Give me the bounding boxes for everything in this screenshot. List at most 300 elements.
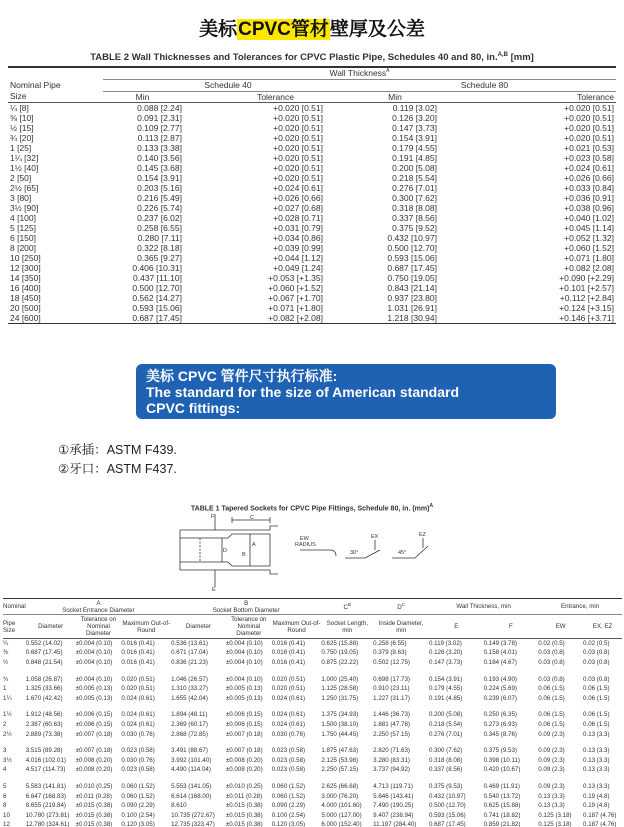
table-cell: 0.432 (10.97) <box>428 792 466 800</box>
table-row <box>3 782 622 792</box>
table-cell: 0.502 (12.75) <box>373 658 410 666</box>
table-cell: ±0.005 (0.13) <box>75 685 113 693</box>
table-cell: +0.020 [0.51] <box>273 172 323 183</box>
table-cell: +0.020 [0.51] <box>273 102 323 113</box>
table-row <box>3 810 622 820</box>
table-cell: 0.158 (4.01) <box>483 649 517 657</box>
banner-line-2: The standard for the size of American standard <box>146 384 459 400</box>
row-gap-cell <box>3 739 622 746</box>
table-cell: 1¼ [32] <box>10 152 39 163</box>
table-cell: 3.515 (89.28) <box>25 747 63 755</box>
table-cell: 20 [500] <box>10 303 41 314</box>
table-cell: 0.191 (4.85) <box>428 694 463 702</box>
table-cell: 0.023 (0.58) <box>121 747 155 755</box>
table-cell: 0.13 (3.3) <box>583 782 610 790</box>
table-cell: 0.09 (2.3) <box>538 782 565 790</box>
page-title <box>0 14 624 41</box>
table-row <box>8 233 616 243</box>
table-cell: 2.868 (72.85) <box>171 730 208 738</box>
table-cell: 10.735 (272.67) <box>171 811 215 819</box>
a-diameter-header: Diameter <box>26 615 76 639</box>
table-row <box>8 303 616 313</box>
table-cell: 0.119 (3.02) <box>428 640 462 648</box>
size-header: Size <box>8 91 103 102</box>
table-row <box>3 674 622 684</box>
table-cell: 0.100 (2.54) <box>271 811 306 819</box>
table-cell: +0.053 [+1.35] <box>268 273 323 284</box>
table-cell: 0.03 (0.8) <box>538 675 565 683</box>
socket-inner-bottom <box>200 562 270 566</box>
table-cell: +0.060 [+1.52] <box>268 283 323 294</box>
table-cell: 0.016 (0.41) <box>271 649 306 657</box>
table-cell: 6 <box>3 792 7 800</box>
table-cell: 0.500 [12.70] <box>132 283 182 294</box>
table-row <box>3 658 622 668</box>
table-cell: 2.250 (57.15) <box>321 766 359 774</box>
table-cell: 1.750 (44.45) <box>321 730 359 738</box>
table-cell: 1.446 (36.73) <box>373 711 410 719</box>
table-row <box>3 693 622 703</box>
table-row <box>8 113 616 123</box>
table-cell: 0.06 (1.5) <box>538 694 565 702</box>
table-cell: 1.500 (38.10) <box>321 720 359 728</box>
table-cell: +0.052 [1.32] <box>564 233 614 244</box>
table-cell: 0.276 (7.01) <box>428 730 463 738</box>
table-cell: 0.398 (10.11) <box>483 756 520 764</box>
tolerance-80-header: Tolerance <box>483 91 616 102</box>
label-radius: RADIUS <box>295 542 316 548</box>
table-cell: ⅜ [10] <box>10 112 34 123</box>
table-cell: 0.06 (1.5) <box>538 685 565 693</box>
table-cell: +0.082 [+2.08] <box>228 313 353 324</box>
table-row <box>3 765 622 775</box>
table-row <box>3 648 622 658</box>
b-oor-header: Maximum Out-of-Round <box>272 615 322 639</box>
table-cell: 0.687 (17.45) <box>429 820 484 827</box>
min-80-header: Min <box>353 91 483 102</box>
table-cell: 0.016 (0.41) <box>121 640 155 648</box>
table-cell: ±0.010 (0.25) <box>225 782 263 790</box>
table-cell: 7.490 (190.25) <box>373 802 414 810</box>
table-cell: 0.016 (0.41) <box>271 640 306 648</box>
table-cell: 16 [400] <box>10 283 41 294</box>
table-cell: ±0.008 (0.20) <box>225 756 263 764</box>
table-row <box>8 263 616 273</box>
table-cell: 1.250 (31.75) <box>321 694 359 702</box>
table-cell: 0.13 (3.3) <box>583 766 610 774</box>
table-cell: +0.026 [0.66] <box>273 192 323 203</box>
table-cell: 0.020 (0.51) <box>121 675 155 683</box>
table-row <box>8 313 616 324</box>
table-cell: 3½ <box>3 756 12 764</box>
table-cell: 0.741 (18.82) <box>483 811 521 819</box>
table-cell: 0.848 (21.54) <box>25 658 63 666</box>
table-cell: 0.03 (0.8) <box>538 658 565 666</box>
tolerance-40-header: Tolerance <box>228 91 353 102</box>
table-cell: ±0.015 (0.38) <box>75 811 113 819</box>
label-ex: EX <box>371 534 379 540</box>
table-cell: 9.407 (238.94) <box>373 811 414 819</box>
table-cell: 0.060 (1.52) <box>121 782 155 790</box>
table-cell: 2.387 (60.63) <box>25 720 63 728</box>
table-cell: 0.375 (9.53) <box>483 747 517 755</box>
table-cell: 0.910 (23.11) <box>373 685 410 693</box>
table-cell: 3 [80] <box>10 192 32 203</box>
table-row <box>3 820 622 827</box>
table-cell: 5 [125] <box>10 223 36 234</box>
table-cell: 0.536 (13.61) <box>171 640 208 648</box>
table-cell: 0.06 (1.5) <box>583 720 610 728</box>
table-cell: +0.034 [0.86] <box>273 233 323 244</box>
table-cell: ¼ <box>3 640 9 648</box>
table-cell: 0.593 (15.06) <box>428 811 466 819</box>
title-highlight: CPVC管材 <box>238 19 329 40</box>
pipe-size-header: Pipe Size <box>3 615 26 639</box>
standard-threaded: ②牙口：ASTM F437. <box>58 462 177 476</box>
table-cell: +0.082 [2.08] <box>564 263 614 274</box>
table-cell: 0.126 (3.20) <box>428 649 463 657</box>
table-cell: +0.038 [0.96] <box>564 202 614 213</box>
table-cell: 14 [350] <box>10 273 41 284</box>
table-row <box>3 710 622 720</box>
table-cell: ±0.004 (0.10) <box>225 640 263 648</box>
table-cell: ±0.005 (0.13) <box>225 694 263 702</box>
table2-caption-unit: [mm] <box>507 52 534 64</box>
ew-header: EW <box>538 615 583 639</box>
table-row <box>8 153 616 163</box>
table-cell: 1.655 (42.04) <box>171 694 208 702</box>
table-cell: 0.147 [3.73] <box>392 122 437 133</box>
table-cell: 3.000 (76.20) <box>321 792 359 800</box>
label-a: A <box>252 542 256 548</box>
table-cell: 0.09 (2.3) <box>538 756 565 764</box>
table-cell: 0.276 [7.01] <box>392 182 437 193</box>
table-row <box>8 123 616 133</box>
table-cell: ¼ [8] <box>10 102 29 113</box>
table-cell: 0.030 (0.76) <box>271 730 306 738</box>
table-cell: 0.500 (12.70) <box>428 802 466 810</box>
table-cell: ±0.011 (0.28) <box>75 792 112 800</box>
table-cell: ¾ <box>3 675 9 683</box>
table-cell: +0.049 [1.24] <box>273 263 323 274</box>
table1-caption-text: TABLE 1 Tapered Sockets for CPVC Pipe Fittings, Schedule 80, in. (mm) <box>190 505 430 513</box>
title-prefix: 美标 <box>199 19 238 40</box>
table-cell: +0.044 [1.12] <box>273 253 323 264</box>
table-cell: +0.024 [0.61] <box>564 162 614 173</box>
table-cell: 0.406 [10.31] <box>132 263 182 274</box>
inside-diameter-header: Inside Diameter, min <box>373 615 429 639</box>
label-e: E <box>212 587 216 592</box>
table-cell: +0.040 [1.02] <box>564 212 614 223</box>
table-cell: 0.318 (8.08) <box>428 756 463 764</box>
table-cell: 0.147 (3.73) <box>428 658 463 666</box>
table-cell: +0.020 [0.51] <box>273 112 323 123</box>
label-f: F <box>211 514 215 520</box>
table-cell: 0.03 (0.8) <box>583 649 610 657</box>
table-cell: 0.02 (0.5) <box>583 640 610 648</box>
table-cell: ±0.004 (0.10) <box>75 649 113 657</box>
table-cell: ±0.007 (0.18) <box>225 747 263 755</box>
min-40-header: Min <box>103 91 228 102</box>
table-cell: 8 [200] <box>10 243 36 254</box>
ew-radius-detail <box>300 550 336 556</box>
table-cell: 1.894 (48.11) <box>171 711 208 719</box>
table-cell: 0.016 (0.41) <box>271 658 306 666</box>
table-cell: 2.125 (53.98) <box>321 756 359 764</box>
banner-line-1: 美标 CPVC 管件尺寸执行标准: <box>146 368 338 384</box>
row-gap-cell <box>3 775 622 782</box>
table-cell: 1 <box>3 685 7 693</box>
table-cell: 0.179 (4.55) <box>428 685 463 693</box>
d-header: $D^C$ <box>373 599 429 615</box>
table-cell: +0.020 [0.51] <box>564 132 614 143</box>
table-cell: ±0.015 (0.38) <box>225 802 263 810</box>
table-cell: 0.625 (15.88) <box>321 640 359 648</box>
table-cell: 0.100 (2.54) <box>121 811 155 819</box>
table-cell: 0.258 [6.55] <box>137 223 182 234</box>
table-cell: 2½ <box>3 730 12 738</box>
table-cell: 6 [150] <box>10 233 36 244</box>
table-cell: 0.020 (0.51) <box>121 685 155 693</box>
table-cell: 0.469 (11.91) <box>483 782 520 790</box>
table-cell: 18 [450] <box>10 293 41 304</box>
table-cell: 0.258 (6.55) <box>373 640 407 648</box>
table-cell: 5.553 (141.05) <box>171 782 212 790</box>
table-cell: 1.875 (47.63) <box>321 747 359 755</box>
table-cell: 0.280 [7.11] <box>137 233 182 244</box>
table-cell: 0.19 (4.8) <box>583 802 610 810</box>
table-cell: 0.187 (4.76) <box>583 811 617 819</box>
table-cell: 24 [600] <box>8 313 103 324</box>
table-cell: ±0.008 (0.20) <box>75 756 113 764</box>
table-cell: ±0.004 (0.10) <box>75 640 113 648</box>
table-cell: 0.671 (17.04) <box>171 649 208 657</box>
table-cell: 0.750 (19.05) <box>321 649 359 657</box>
table-cell: 0.345 (8.76) <box>483 730 517 738</box>
table-cell: 3.737 (94.92) <box>373 766 410 774</box>
table-cell: 1¼ <box>3 694 12 702</box>
table-cell: 0.337 (8.56) <box>428 766 463 774</box>
label-ew: EW <box>300 536 309 542</box>
table-cell: 0.03 (0.8) <box>583 675 610 683</box>
table-cell: 0.500 [12.70] <box>387 243 437 254</box>
table2-caption-text: TABLE 2 Wall Thicknesses and Tolerances for CPVC Plastic Pipe, Schedules 40 and 80, in. <box>90 52 498 64</box>
table-row <box>3 684 622 694</box>
table-row <box>8 143 616 153</box>
table-cell: 4.000 (101.60) <box>321 802 362 810</box>
table-cell: 0.13 (3.3) <box>583 756 610 764</box>
table-cell: 4.713 (119.71) <box>373 782 413 790</box>
table-cell: ±0.015 (0.38) <box>75 802 113 810</box>
table-row <box>8 163 616 173</box>
table-cell: 0.203 [5.16] <box>137 182 182 193</box>
table-cell: 10.780 (273.81) <box>25 811 70 819</box>
table-cell: 0.300 (7.62) <box>428 747 463 755</box>
table-cell: 0.237 [6.02] <box>137 212 182 223</box>
table-cell: +0.036 [0.91] <box>564 192 614 203</box>
table-row <box>8 183 616 193</box>
table-cell: +0.071 [1.80] <box>564 253 614 264</box>
table-cell: 0.016 (0.41) <box>121 658 155 666</box>
table-cell: 0.432 [10.97] <box>387 233 437 244</box>
table-cell: 0.698 (17.73) <box>373 675 410 683</box>
table-row <box>8 243 616 253</box>
table-cell: 12.780 (324.61) <box>26 820 76 827</box>
table-cell: ±0.004 (0.10) <box>75 658 113 666</box>
table-cell: +0.020 [0.51] <box>273 122 323 133</box>
table-cell: 0.420 (10.67) <box>483 766 521 774</box>
row-gap-cell <box>3 703 622 710</box>
socket-diagram <box>170 512 470 592</box>
table-cell: 1½ [40] <box>10 162 39 173</box>
table-row <box>3 746 622 756</box>
table-row <box>8 203 616 213</box>
table-cell: ¾ [20] <box>10 132 34 143</box>
table-cell: +0.020 [0.51] <box>273 152 323 163</box>
table-cell: 0.379 (9.63) <box>373 649 407 657</box>
socket-length-header: Socket Length, min <box>321 615 373 639</box>
table-cell: 0.540 (13.72) <box>483 792 521 800</box>
fitting-outline-top <box>180 526 278 530</box>
table-cell: 0.024 (0.61) <box>121 694 155 702</box>
table-cell: 10 <box>3 811 10 819</box>
table-cell: 0.322 [8.18] <box>137 243 182 254</box>
table-cell: 0.016 (0.41) <box>121 649 155 657</box>
label-ez: EZ <box>419 532 427 538</box>
table-cell: 0.120 (3.05) <box>272 820 322 827</box>
row-gap <box>3 667 622 674</box>
table-cell: 0.024 (0.61) <box>121 720 155 728</box>
table-cell: ±0.008 (0.20) <box>75 766 113 774</box>
table-cell: ½ [15] <box>10 122 34 133</box>
table-cell: ±0.006 (0.15) <box>225 720 263 728</box>
wall-thickness-header: Wall Thickness$^A$ <box>103 67 616 79</box>
table-cell: 0.03 (0.8) <box>538 649 565 657</box>
a-oor-header: Maximum Out-of-Round <box>121 615 171 639</box>
table-cell: 0.023 (0.58) <box>271 756 306 764</box>
table-cell: ±0.010 (0.25) <box>75 782 113 790</box>
e-header: E <box>429 615 484 639</box>
nominal-header: Nominal <box>3 599 26 615</box>
table-cell: +0.020 [0.51] <box>273 142 323 153</box>
table-cell: 0.030 (0.76) <box>121 756 155 764</box>
table-cell: 1½ <box>3 711 12 719</box>
table-cell: 1.375 (34.93) <box>321 711 359 719</box>
table-cell: 0.06 (1.5) <box>538 711 565 719</box>
table-cell: ±0.006 (0.15) <box>225 711 263 719</box>
table-cell: 0.125 (3.18) <box>538 811 572 819</box>
table-cell: 0.552 (14.02) <box>25 640 63 648</box>
table-cell: ±0.007 (0.18) <box>75 747 113 755</box>
table-cell: 0.020 (0.51) <box>271 675 306 683</box>
table-cell: 5.000 (127.00) <box>321 811 362 819</box>
table-cell: 0.024 (0.61) <box>271 720 306 728</box>
table-cell: ±0.008 (0.20) <box>225 766 263 774</box>
table-cell: 1.325 (33.66) <box>25 685 63 693</box>
table-cell: 0.239 (6.07) <box>483 694 517 702</box>
table-cell: 0.06 (1.5) <box>583 694 610 702</box>
table-cell: 0.859 (21.82) <box>484 820 539 827</box>
table-cell: +0.027 [0.68] <box>273 202 323 213</box>
table-cell: 0.024 (0.61) <box>271 694 306 702</box>
table-cell: ½ <box>3 658 9 666</box>
table-cell: 0.09 (2.3) <box>538 730 565 738</box>
table-cell: 3.491 (88.67) <box>171 747 208 755</box>
table-cell: 4.517 (114.73) <box>25 766 66 774</box>
tapered-sockets-rows <box>3 639 622 827</box>
table-cell: ±0.005 (0.13) <box>225 685 263 693</box>
table-cell: ±0.007 (0.18) <box>225 730 263 738</box>
table-cell: 10 [250] <box>10 253 41 264</box>
table-cell: 0.126 [3.20] <box>392 112 437 123</box>
table-cell: 2 [50] <box>10 172 32 183</box>
table-cell: +0.146 [+3.71] <box>483 313 616 324</box>
table-cell: 0.090 (2.29) <box>121 802 155 810</box>
table-cell: 0.687 [17.45] <box>103 313 228 324</box>
table-cell: 0.149 (3.78) <box>483 640 517 648</box>
row-gap <box>3 703 622 710</box>
table-cell: 1.046 (26.57) <box>171 675 208 683</box>
table-cell: +0.112 [+2.84] <box>559 293 614 304</box>
table-cell: 0.060 (1.52) <box>121 792 155 800</box>
fitting-outline-bottom <box>180 570 278 574</box>
table-cell: 0.687 (17.45) <box>25 649 63 657</box>
table-cell: +0.060 [1.52] <box>564 243 614 254</box>
table-cell: 3½ [90] <box>10 202 39 213</box>
entrance-min-header: Entrance, min <box>538 599 622 615</box>
f-header: F <box>484 615 539 639</box>
table-cell: 0.13 (3.3) <box>538 792 565 800</box>
row-gap-cell <box>3 667 622 674</box>
table-cell: 0.154 (3.91) <box>428 675 463 683</box>
table-cell: 8.610 <box>171 802 187 810</box>
table-cell: 0.06 (1.5) <box>583 685 610 693</box>
table-cell: 0.023 (0.58) <box>121 766 155 774</box>
table-cell: +0.031 [0.79] <box>273 223 323 234</box>
table-row <box>8 102 616 113</box>
label-45deg: 45° <box>398 550 407 556</box>
table-row <box>8 213 616 223</box>
table-cell: 4 [100] <box>10 212 36 223</box>
table-cell: 0.109 [2.77] <box>137 122 182 133</box>
table-cell: 0.09 (2.3) <box>538 766 565 774</box>
table-cell: 0.13 (3.3) <box>538 802 565 810</box>
table-cell: 0.023 (0.58) <box>271 747 306 755</box>
table-cell: 0.875 (22.22) <box>321 658 359 666</box>
b-diameter-header: Diameter <box>171 615 226 639</box>
table-row <box>3 729 622 739</box>
table-cell: 0.184 (4.67) <box>483 658 517 666</box>
table-cell: 0.200 [5.08] <box>392 162 437 173</box>
table-cell: 0.091 [2.31] <box>137 112 182 123</box>
table-cell: 1.227 (31.17) <box>373 694 410 702</box>
table-cell: +0.039 [0.99] <box>273 243 323 254</box>
a-header: A Socket Entrance Diameter <box>26 599 171 615</box>
wall-thickness-rows <box>8 102 616 324</box>
table-cell: 0.216 [5.49] <box>137 192 182 203</box>
table-cell: 0.193 (4.90) <box>483 675 517 683</box>
table-cell: +0.020 [0.51] <box>564 102 614 113</box>
table-cell: +0.124 [+3.15] <box>559 303 614 314</box>
table-row <box>3 639 622 649</box>
table-cell: 0.024 (0.61) <box>121 711 155 719</box>
table-row <box>3 720 622 730</box>
table-cell: 4.016 (102.01) <box>25 756 66 764</box>
table-cell: 0.13 (3.3) <box>583 747 610 755</box>
table-cell: ±0.007 (0.18) <box>75 730 113 738</box>
table-cell: +0.067 [+1.70] <box>268 293 323 304</box>
table-cell: 6.647 (168.83) <box>25 792 66 800</box>
